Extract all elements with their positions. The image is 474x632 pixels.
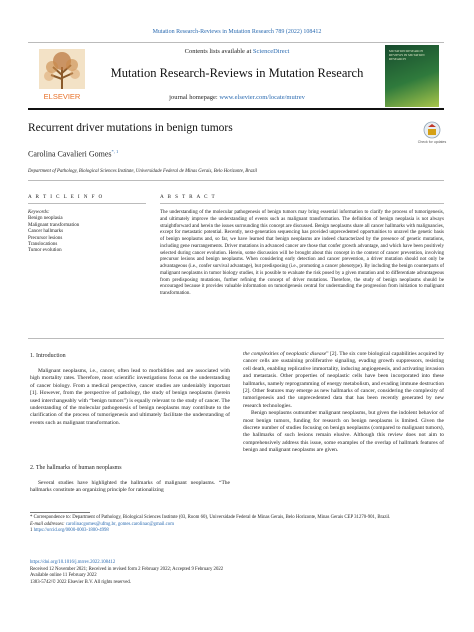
keywords-block xyxy=(28,210,79,255)
check-updates-label: Check for updates xyxy=(417,140,447,144)
author-line xyxy=(28,149,118,159)
available-online: Available online 11 February 2022 xyxy=(30,573,97,578)
journal-citation[interactable]: Mutation Research-Reviews in Mutation Research 789 (2022) 108412 xyxy=(152,29,322,35)
header-top-rule xyxy=(28,42,444,43)
keyword-item: Benign neoplasia xyxy=(28,216,63,222)
right-paragraph-1-rest: ” [2]. The six core biological capabilities acquired by cancer cells are sustaining proliferative signaling, evading growth suppressors, resisting cell death, enabling replicative immortality, inducing angiogenesis, and activating invasion and metastasis. Other properties of neoplastic cells have been incorporated into these hallmarks, namely reprogramming of energy metabolism, and evading immune destruction [2]. Other features may emerge as new hallmarks of cancer, considering the complexity of tumorigenesis and the unprecedented data that has been recently generated by new research technologies. xyxy=(243,351,444,409)
introduction-text: Malignant neoplasms, i.e., cancer, often lead to morbidities and are associated with high mortality rates. Therefore, most scientific investigations focus on the understanding of cancer biology. From a medical perspective, cancer studies are undeniably important [1]. However, from the perspective of pathology, the study of benign neoplasms (herein used interchangeably with “benign tumors”) is equally relevant to the study of cancer. The understanding of the molecular pathogenesis of benign neoplasms may contribute to the clarification of the process of tumorigenesis and ultimately facilitate the understanding of events such as malignant transformation. xyxy=(30,368,230,426)
keyword-item: Malignant transformation xyxy=(28,222,80,228)
keyword-item: Cancer hallmarks xyxy=(28,229,64,235)
meta-rule xyxy=(28,180,444,181)
footnote-rule xyxy=(30,512,90,513)
keywords-label: Keywords: xyxy=(28,210,50,215)
received-dates: Received 12 November 2021; Received in revised form 2 February 2022; Accepted 9 February 2022 xyxy=(30,566,224,572)
keyword-item: Translocations xyxy=(28,242,58,248)
email-label: E-mail addresses: xyxy=(30,521,66,527)
keyword-item: Precursor lesions xyxy=(28,235,63,241)
hallmarks-heading: 2. The hallmarks of human neoplasms xyxy=(30,465,122,471)
cover-text: MUTATION RESEARCH REVIEWS IN MUTATION RESEARCH xyxy=(389,49,425,61)
introduction-heading: 1. Introduction xyxy=(30,353,66,359)
author-marks[interactable]: *, 1 xyxy=(111,149,119,154)
abstract-text: The understanding of the molecular pathogenesis of benign tumors may bring essential information to clarify the process of tumorigenesis, and ultimately improve the understanding of events such as malignant transformation. The definition of benign neoplasia is not always straightforward and herein the issues surrounding this concept are discussed. Benign neoplasms share all cancer hallmarks with malignancies, except for metastatic potential. Recently, next-generation sequencing has provided unprecedented opportunities to unravel the genetic basis of benign neoplasms and, so far, we have learned that benign neoplasms are indeed characterized by the presence of genetic mutations, including gene rearrangements. Driver mutations in advanced cancer are those that confer growth advantage, and which have been positively selected during cancer evolution. Herein, some discussion will be brought about this concept in the context of cancer prevention, involving precursor lesions and benign neoplasms. When considering early detection and cancer prevention, a driver mutation should not only be advantageous (i.e., confer survival advantage), but predisposing (i.e., promoting a cancer phenotype). By including the benign counterparts of malignant neoplasms in tumor biology studies, it is possible to evaluate the risk posed by a given mutation and to differentiate advantageous from predisposing mutations, further refining the concept of driver mutations. Therefore, the study of benign neoplasms should be encouraged because it provides valuable information on tumorigenesis central for understanding the progression from initiation to malignant transformation. xyxy=(160,210,444,296)
affiliation: Department of Pathology, Biological Sciences Institute, Universidade Federal de Minas Gerais, Belo Horizonte, Brazil xyxy=(28,169,258,174)
right-paragraph-1 xyxy=(243,351,444,410)
homepage-link[interactable]: www.elsevier.com/locate/mutrev xyxy=(219,94,305,101)
article-footer xyxy=(30,560,444,586)
doi-link[interactable]: https://doi.org/10.1016/j.mrrev.2022.108412 xyxy=(30,560,116,565)
check-for-updates-badge[interactable] xyxy=(417,120,447,148)
article-info-label: A R T I C L E I N F O xyxy=(28,194,104,200)
journal-title: Mutation Research-Reviews in Mutation Research xyxy=(110,66,364,80)
abstract-bottom-rule xyxy=(28,338,444,339)
abstract-label: A B S T R A C T xyxy=(160,194,217,200)
orcid-link[interactable]: https://orcid.org/0000-0003-1800-4998 xyxy=(33,528,109,533)
homepage-prefix: journal homepage: xyxy=(169,94,220,101)
sciencedirect-link[interactable]: ScienceDirect xyxy=(252,48,290,55)
footnotes xyxy=(30,515,444,535)
article-title: Recurrent driver mutations in benign tumors xyxy=(28,122,233,134)
contents-prefix: Contents lists available at xyxy=(184,48,253,55)
right-column-text xyxy=(243,351,444,455)
article-info-rule xyxy=(28,203,146,204)
quote-italic: the complexities of neoplastic disease xyxy=(243,351,327,357)
header-bottom-rule xyxy=(28,108,444,110)
hallmarks-text: Several studies have highlighted the hallmarks of malignant neoplasms. “The hallmarks constitute an organizing principle for rationalizing xyxy=(30,480,230,494)
email-links[interactable]: carolinacgomes@ufmg.br, gomes.carolinac@gmail.com xyxy=(65,521,174,527)
orcid-prefix: 1 xyxy=(30,528,34,533)
publisher-logo-text: ELSEVIER xyxy=(43,92,81,101)
abstract-rule xyxy=(160,203,444,204)
correspondence-note: * Correspondence to: Department of Pathology, Biological Sciences Institute (03, Room 60), Universidade Federal de Minas Gerais, Belo Horizonte, Minas Gerais CEP 31270-901, Brazil. xyxy=(30,515,391,520)
orcid-note xyxy=(30,528,444,535)
journal-cover-thumbnail[interactable] xyxy=(385,45,439,107)
keyword-item: Tumor evolution xyxy=(28,248,62,254)
right-paragraph-2: Benign neoplasms outnumber malignant neoplasms, but given the indolent behavior of most benign tumors, funding for research on benign neoplasms is limited. Given the discrete number of studies focusing on benign neoplasms (compared to malignant tumors), the hallmarks of such lesions remain elusive. Although this review does not aim to comprehensively address this issue, some examples of the overlap of hallmark features of benign and malignant neoplasms are given. xyxy=(243,410,444,454)
copyright: 1383-5742/© 2022 Elsevier B.V. All rights reserved. xyxy=(30,579,131,585)
author-name[interactable]: Carolina Cavalieri Gomes xyxy=(28,149,112,159)
